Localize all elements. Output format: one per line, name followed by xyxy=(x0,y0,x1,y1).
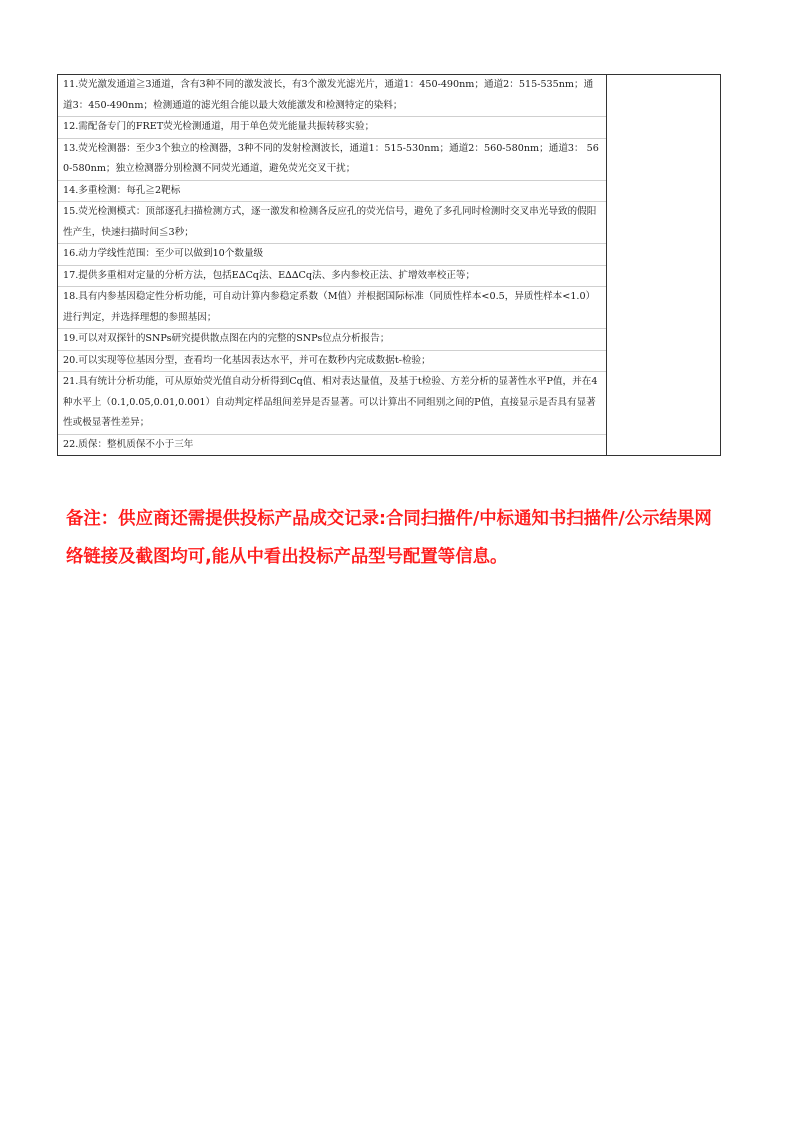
spec-table xyxy=(57,74,721,456)
empty-side-cell xyxy=(606,75,720,456)
spec-item-16: 16.动力学线性范围：至少可以做到10个数量级 xyxy=(58,244,606,266)
spec-item-20: 20.可以实现等位基因分型，查看均一化基因表达水平，并可在数秒内完成数据t-检验； xyxy=(58,351,606,373)
spec-row xyxy=(58,75,721,456)
spec-item-21: 21.具有统计分析功能，可从原始荧光值自动分析得到Cq值、相对表达量值，及基于t检验、方差分析的显著性水平P值，并在4种水平上（0.1,0.05,0.01,0.001）自动判定样品组间差异是否显著。可以计算出不同组别之间的P值，直接显示是否具有显著性或极显著性差异； xyxy=(58,372,606,435)
spec-item-12: 12.需配备专门的FRET荧光检测通道，用于单色荧光能量共振转移实验； xyxy=(58,117,606,139)
spec-item-18: 18.具有内参基因稳定性分析功能，可自动计算内参稳定系数（M值）并根据国际标准（同质性样本<0.5，异质性样本<1.0）进行判定，并选择理想的参照基因； xyxy=(58,287,606,329)
spec-item-11: 11.荧光激发通道≧3通道，含有3种不同的激发波长，有3个激发光滤光片，通道1：450-490nm；通道2：515-535nm；通道3：450-490nm；检测通道的滤光组合能以最大效能激发和检测特定的染料； xyxy=(58,75,606,117)
spec-item-15: 15.荧光检测模式：顶部逐孔扫描检测方式，逐一激发和检测各反应孔的荧光信号，避免了多孔同时检测时交叉串光导致的假阳性产生，快速扫描时间≦3秒； xyxy=(58,202,606,244)
spec-item-17: 17.提供多重相对定量的分析方法，包括E∆Cq法、E∆∆Cq法、多内参校正法、扩增效率校正等； xyxy=(58,266,606,288)
spec-item-list xyxy=(58,75,606,455)
remark-note: 备注：供应商还需提供投标产品成交记录:合同扫描件/中标通知书扫描件/公示结果网络链接及截图均可,能从中看出投标产品型号配置等信息。 xyxy=(66,509,712,567)
spec-item-14: 14.多重检测：每孔≧2靶标 xyxy=(58,181,606,203)
spec-item-13: 13.荧光检测器：至少3个独立的检测器，3种不同的发射检测波长，通道1：515-530nm；通道2：560-580nm；通道3： 560-580nm；独立检测器分别检测不同荧光通道，避免荧光交叉干扰； xyxy=(58,139,606,181)
spec-cell xyxy=(58,75,607,456)
spec-item-19: 19.可以对双探针的SNPs研究提供散点图在内的完整的SNPs位点分析报告； xyxy=(58,329,606,351)
spec-item-22: 22.质保：整机质保不小于三年 xyxy=(63,438,194,450)
